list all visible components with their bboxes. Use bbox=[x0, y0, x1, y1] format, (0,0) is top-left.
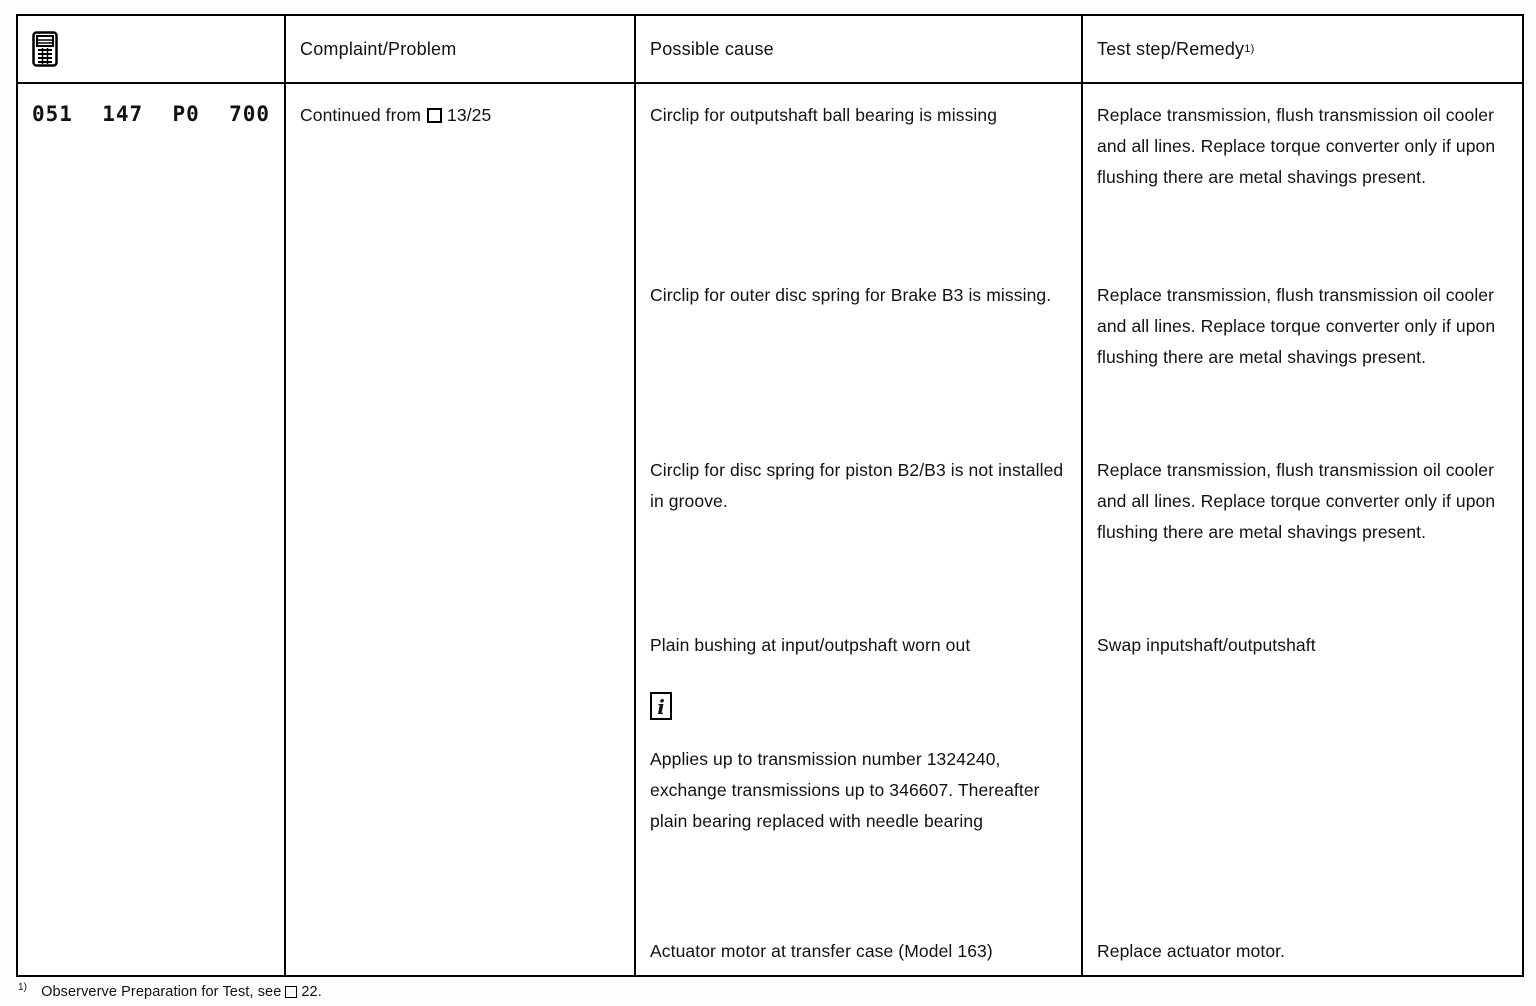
info-note-text: Applies up to transmission number 1324240, exchange transmissions up to 346607. Thereafter plain bearing replaced with needle bearing bbox=[650, 749, 1040, 832]
diagnostic-tester-icon bbox=[32, 31, 58, 67]
remedy-spacer bbox=[1097, 692, 1508, 936]
info-icon: i bbox=[650, 692, 672, 720]
remedy-column bbox=[1081, 84, 1522, 975]
footnote bbox=[18, 984, 322, 1000]
dtc-code: 147 bbox=[102, 102, 144, 126]
remedy-text: Replace transmission, flush transmission oil cooler and all lines. Replace torque converter only if upon flushing there are metal shavings present. bbox=[1097, 105, 1496, 188]
footnote-ref: 22. bbox=[301, 984, 322, 1000]
remedy-text: Replace transmission, flush transmission oil cooler and all lines. Replace torque converter only if upon flushing there are metal shavings present. bbox=[1097, 285, 1496, 368]
document-ref-icon bbox=[285, 986, 297, 998]
cause-block bbox=[650, 936, 1067, 969]
remedy-block bbox=[1097, 280, 1508, 455]
dtc-code: P0 bbox=[172, 102, 200, 126]
complaint-cell bbox=[284, 84, 634, 975]
header-cell-complaint bbox=[284, 16, 634, 84]
header-cell-remedy: Test step/Remedy 1) bbox=[1081, 16, 1522, 84]
cause-block bbox=[650, 455, 1067, 630]
remedy-text: Replace transmission, flush transmission oil cooler and all lines. Replace torque converter only if upon flushing there are metal shavings present. bbox=[1097, 460, 1496, 543]
cause-text: Circlip for disc spring for piston B2/B3 is not installed in groove. bbox=[650, 460, 1064, 512]
code-cell bbox=[18, 84, 284, 975]
possible-cause-column bbox=[634, 84, 1081, 975]
cause-text: Plain bushing at input/outpshaft worn out bbox=[650, 635, 971, 655]
info-note-block bbox=[650, 744, 1067, 936]
cause-text: Circlip for outer disc spring for Brake B3 is missing. bbox=[650, 285, 1052, 305]
footnote-text: Observerve Preparation for Test, see bbox=[41, 984, 282, 1000]
complaint-text bbox=[300, 100, 620, 131]
dtc-codes bbox=[32, 100, 270, 126]
cause-block bbox=[650, 280, 1067, 455]
header-cell-cause bbox=[634, 16, 1081, 84]
remedy-block bbox=[1097, 455, 1508, 630]
remedy-block bbox=[1097, 100, 1508, 280]
dtc-code: 051 bbox=[32, 102, 73, 126]
cause-text: Actuator motor at transfer case (Model 163) bbox=[650, 941, 993, 961]
footnote-marker: 1) bbox=[18, 982, 28, 994]
document-ref-icon bbox=[427, 108, 442, 123]
dtc-code: 700 bbox=[229, 102, 270, 126]
header-cell-codes bbox=[18, 16, 284, 84]
remedy-block bbox=[1097, 630, 1508, 692]
remedy-block bbox=[1097, 936, 1508, 969]
cause-text: Circlip for outputshaft ball bearing is missing bbox=[650, 105, 998, 125]
complaint-label: Continued from bbox=[300, 105, 422, 125]
column-header-complaint: Complaint/Problem bbox=[300, 38, 457, 59]
troubleshooting-table bbox=[16, 14, 1524, 977]
remedy-text: Replace actuator motor. bbox=[1097, 941, 1286, 961]
cause-block bbox=[650, 630, 1067, 692]
remedy-text: Swap inputshaft/outputshaft bbox=[1097, 635, 1316, 655]
complaint-ref: 13/25 bbox=[447, 105, 492, 125]
column-header-remedy: Test step/Remedy bbox=[1097, 38, 1245, 59]
info-icon-block bbox=[650, 692, 1067, 744]
column-header-cause: Possible cause bbox=[650, 38, 774, 59]
cause-block bbox=[650, 100, 1067, 280]
